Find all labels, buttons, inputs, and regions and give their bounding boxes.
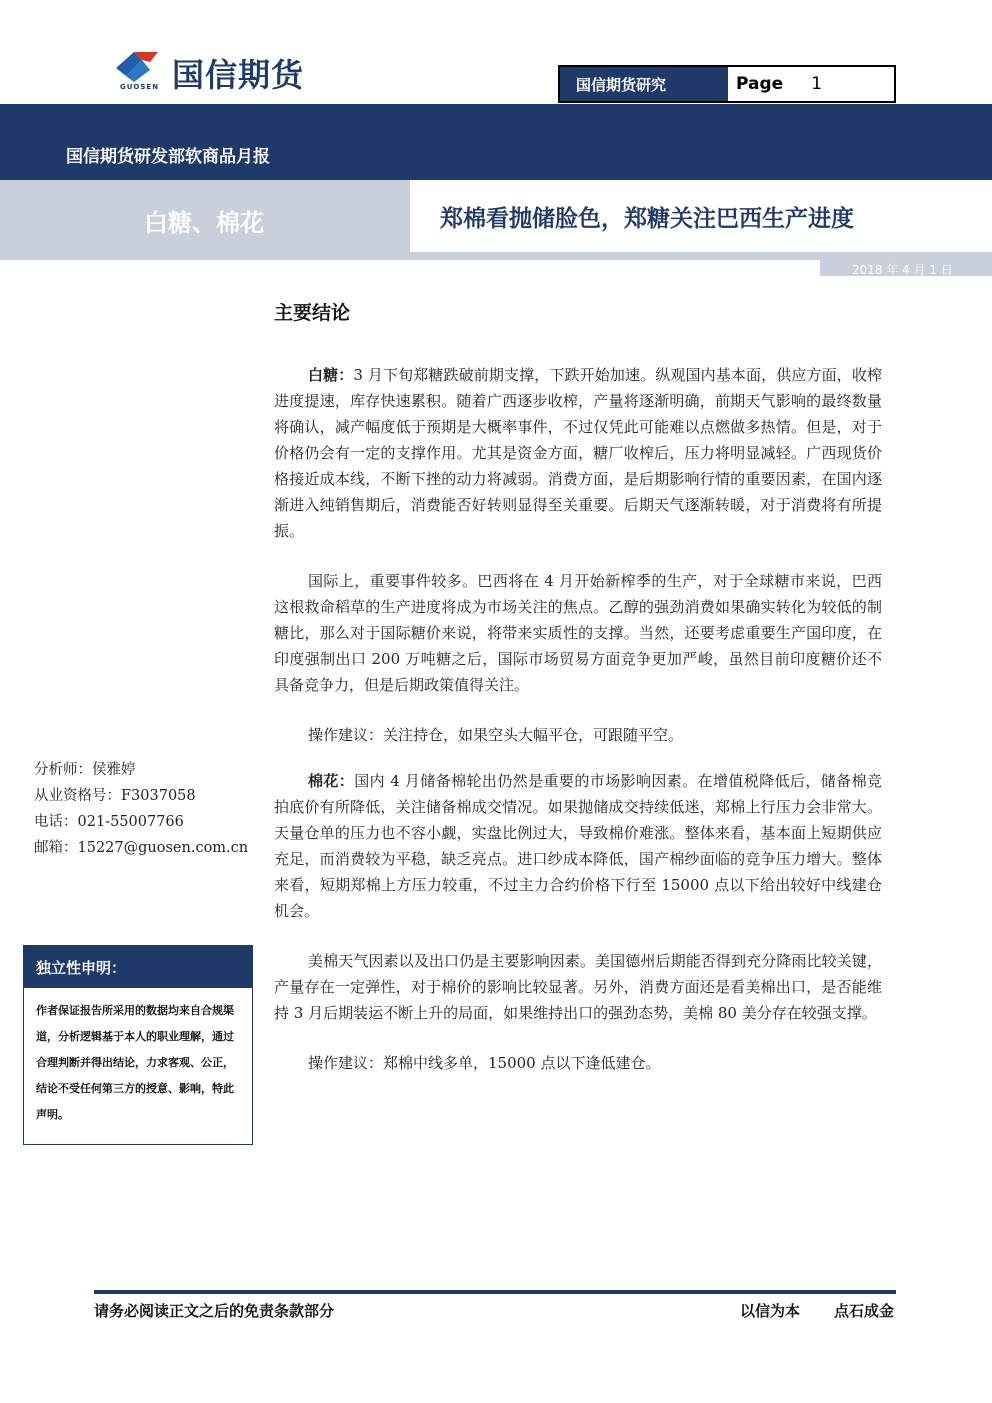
report-date: 2018 年 4 月 1 日 — [852, 263, 953, 277]
paragraph-lead: 棉花： — [308, 772, 355, 790]
analyst-phone: 电话：021-55007766 — [34, 814, 184, 830]
paragraph-text: 操作建议：郑棉中线多单，15000 点以下逢低建仓。 — [308, 1054, 661, 1072]
paragraph — [274, 1050, 882, 1076]
company-logo — [112, 48, 352, 96]
footer-slogan-2: 点石成金 — [833, 1302, 894, 1320]
declaration-title: 独立性申明： — [24, 946, 252, 988]
declaration-body: 作者保证报告所采用的数据均来自合规渠道，分析逻辑基于本人的职业理解，通过合理判断并得出结论，力求客观、公正，结论不受任何第三方的授意、影响，特此声明。 — [36, 1004, 234, 1121]
paragraph-text: 国际上，重要事件较多。巴西将在 4 月开始新榨季的生产，对于全球糖市来说，巴西这根救命稻草的生产进度将成为市场关注的焦点。乙醇的强劲消费如果确实转化为较低的制糖比，那么对于国际糖价来说，将带来实质性的支撑。当然，还要考虑重要生产国印度，在印度强制出口 200 万吨糖之后，国际市场贸易方面竞争更加严峻，虽然目前印度糖价还不具备竞争力，但是后期政策值得关注。 — [274, 572, 882, 694]
paragraph-text: 国内 4 月储备棉轮出仍然是重要的市场影响因素。在增值税降低后，储备棉竞拍底价有所降低，关注储备棉成交情况。如果抛储成交持续低迷，郑棉上行压力会非常大。天量仓单的压力也不容小觑，实盘比例过大，导致棉价难涨。整体来看，基本面上短期供应充足，而消费较为平稳，缺乏亮点。进口纱成本降低，国产棉纱面临的竞争压力增大。整体来看，短期郑棉上方压力较重，不过主力合约价格下行至 15000 点以下给出较好中线建仓机会。 — [274, 772, 882, 920]
paragraph — [274, 768, 882, 924]
analyst-name: 分析师：侯雅婷 — [34, 762, 136, 778]
analyst-license: 从业资格号：F3037058 — [34, 788, 196, 804]
report-title: 郑棉看抛储脸色，郑糖关注巴西生产进度 — [410, 180, 992, 252]
footer-divider — [94, 1290, 896, 1294]
paragraph-text: 美棉天气因素以及出口仍是主要影响因素。美国德州后期能否得到充分降雨比较关键，产量存在一定弹性，对于棉价的影响比较显著。另外，消费方面还是看美棉出口，是否能维持 3 月后期装运不断上升的局面，如果维持出口的强劲态势，美棉 80 美分存在较强支撑。 — [274, 952, 882, 1022]
header-research-label: 国信期货研究 — [560, 67, 728, 101]
header-page-box — [558, 65, 896, 103]
page-number: 1 — [811, 74, 823, 94]
date-strip — [0, 260, 992, 276]
category-label: 白糖、棉花 — [144, 207, 264, 237]
guosen-logo-icon — [112, 48, 170, 88]
logo-sub: GUOSEN — [120, 83, 160, 91]
paragraph — [274, 568, 882, 698]
paragraph — [274, 362, 882, 544]
footer-slogan — [740, 1300, 894, 1321]
footer-slogan-1: 以信为本 — [739, 1302, 800, 1320]
paragraph-text: 操作建议：关注持仓，如果空头大幅平仓，可跟随平空。 — [308, 726, 684, 744]
footer-disclaimer-note: 请务必阅读正文之后的免责条款部分 — [94, 1302, 335, 1320]
logo-name: 国信期货 — [172, 56, 305, 94]
paragraph — [274, 948, 882, 1026]
page-label: Page — [736, 74, 784, 94]
paragraph-text: 3 月下旬郑糖跌破前期支撑，下跌开始加速。纵观国内基本面，供应方面，收榨进度提速，库存快速累积。随着广西逐步收榨，产量将逐渐明确，前期天气影响的最终数量将确认，减产幅度低于预期是大概率事件，不过仅凭此可能难以点燃做多热情。但是，对于价格仍会有一定的支撑作用。尤其是资金方面，糖厂收榨后，压力将明显减轻。广西现货价格接近成本线，不断下挫的动力将减弱。消费方面，是后期影响行情的重要因素，在国内逐渐进入纯销售期后，消费能否好转则显得至关重要。后期天气逐渐转暖，对于消费将有所提振。 — [274, 366, 882, 540]
main-body — [274, 362, 882, 1100]
paragraph-lead: 白糖： — [308, 366, 354, 384]
title-band — [0, 180, 992, 260]
analyst-info — [34, 757, 248, 861]
report-series-band — [0, 104, 992, 180]
analyst-email: 邮箱：15227@guosen.com.cn — [34, 840, 249, 856]
independence-declaration — [23, 945, 253, 1145]
page-indicator — [728, 67, 894, 101]
section-title: 主要结论 — [274, 302, 351, 324]
report-series-title: 国信期货研发部软商品月报 — [66, 147, 270, 167]
paragraph — [274, 722, 882, 748]
